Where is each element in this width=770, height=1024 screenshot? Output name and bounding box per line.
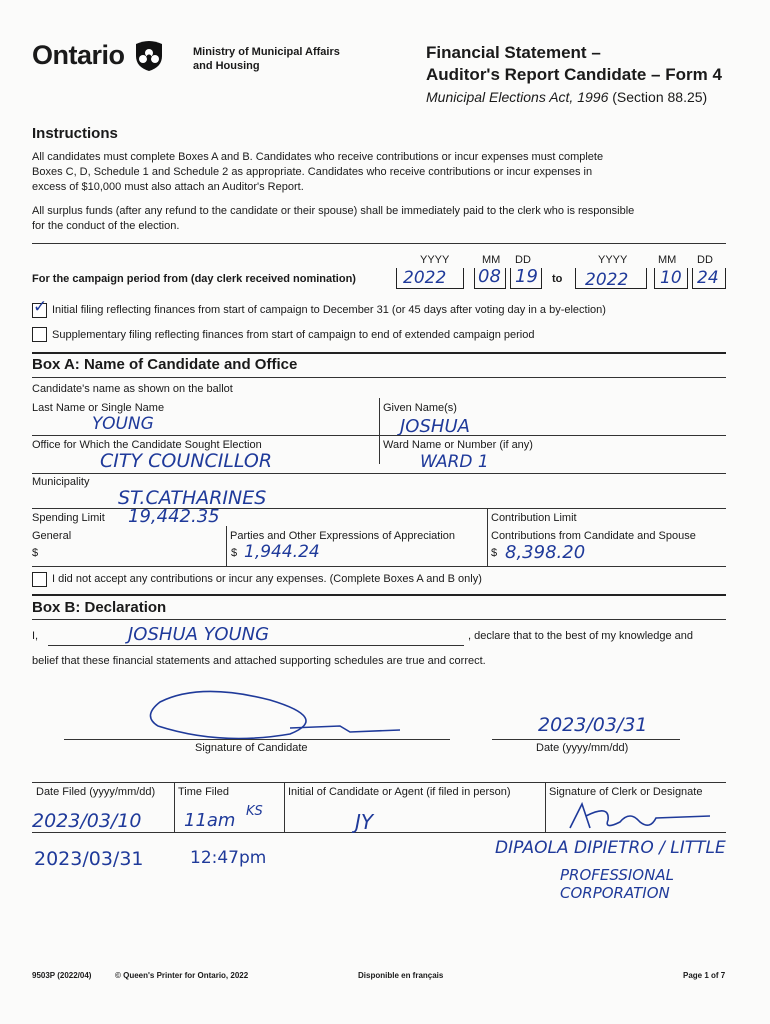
name-row-rule [32, 435, 726, 436]
signature-label: Signature of Candidate [195, 742, 308, 754]
declaration-date-value[interactable]: 2023/03/31 [538, 714, 648, 736]
page-number: Page 1 of 7 [683, 971, 726, 980]
ministry-name-line2: and Housing [193, 60, 260, 72]
filed-divider-3 [545, 782, 546, 832]
instructions-para1-line3: excess of $10,000 must also attach an Auditor's Report. [32, 181, 304, 193]
parties-value[interactable]: 1,944.24 [244, 542, 320, 562]
filed-divider-1 [174, 782, 175, 832]
spending-limit-label: Spending Limit [32, 512, 105, 524]
given-name-value[interactable]: JOSHUA [400, 416, 470, 437]
declaration-i: I, [32, 630, 39, 642]
agent-initial-value[interactable]: JY [355, 810, 374, 834]
declaration-text: , declare that to the best of my knowledge and [468, 630, 694, 642]
box-a-top-rule [32, 352, 726, 354]
instructions-para1-line2: Boxes C, D, Schedule 1 and Schedule 2 as appropriate. Candidates who receive contributions or incur expenses in [32, 166, 593, 178]
contribution-dollar: $ [491, 547, 498, 559]
act-name: Municipal Elections Act, 1996 [426, 89, 609, 105]
clerk-note-line1: DIPAOLA DIPIETRO / LITTLE [495, 838, 726, 858]
date-filed-label: Date Filed (yyyy/mm/dd) [36, 786, 156, 798]
general-divider [226, 526, 227, 566]
office-row-rule [32, 473, 726, 474]
office-value[interactable]: CITY COUNCILLOR [100, 450, 273, 472]
copyright: © Queen's Printer for Ontario, 2022 [115, 971, 249, 980]
box-a-heading: Box A: Name of Candidate and Office [32, 356, 298, 373]
supplementary-filing-label: Supplementary filing reflecting finances from start of campaign to end of extended campaign period [52, 329, 535, 341]
no-contributions-label: I did not accept any contributions or incur any expenses. (Complete Boxes A and B only) [52, 573, 482, 585]
end-year-value: 2022 [585, 270, 629, 290]
instructions-para2-line2: for the conduct of the election. [32, 220, 180, 232]
instructions-para1-line1: All candidates must complete Boxes A and B. Candidates who receive contributions or incur expenses must complete [32, 151, 604, 163]
start-month-header: MM [482, 254, 501, 266]
ballot-name-note: Candidate's name as shown on the ballot [32, 383, 233, 395]
form-title-line2: Auditor's Report Candidate – Form 4 [426, 65, 722, 84]
act-reference [426, 89, 707, 105]
spending-limit-value[interactable]: 19,442.35 [128, 506, 220, 527]
last-name-value[interactable]: YOUNG [92, 414, 154, 434]
start-year-header: YYYY [420, 254, 450, 266]
last-name-label: Last Name or Single Name [32, 402, 165, 414]
filed-divider-2 [284, 782, 285, 832]
municipality-value[interactable]: ST.CATHARINES [118, 487, 267, 509]
end-month-value: 10 [660, 268, 682, 288]
municipality-label: Municipality [32, 476, 90, 488]
start-month-value: 08 [478, 266, 501, 287]
start-day-header: DD [515, 254, 531, 266]
time-filed-label: Time Filed [178, 786, 229, 798]
given-name-label: Given Name(s) [383, 402, 457, 414]
box-b-heading-rule [32, 619, 726, 620]
spending-row-rule [32, 566, 726, 567]
contribution-divider [487, 508, 488, 566]
end-day-header: DD [697, 254, 713, 266]
no-contributions-checkbox[interactable] [32, 572, 47, 587]
supplementary-filing-checkbox[interactable] [32, 327, 47, 342]
signature-line [64, 739, 450, 740]
divider [32, 243, 726, 244]
office-label: Office for Which the Candidate Sought Election [32, 439, 262, 451]
general-label: General [32, 530, 72, 542]
form-title-line1: Financial Statement – [426, 43, 601, 62]
contribution-from-label: Contributions from Candidate and Spouse [491, 530, 696, 542]
date-filed-value-1[interactable]: 2023/03/10 [32, 810, 142, 832]
parties-dollar: $ [231, 547, 238, 559]
parties-label: Parties and Other Expressions of Appreciation [230, 530, 456, 542]
date-filed-value-2[interactable]: 2023/03/31 [34, 848, 144, 870]
general-dollar[interactable]: $ [32, 547, 39, 559]
declarant-name[interactable]: JOSHUA YOUNG [128, 624, 270, 645]
clerk-initials-ks: KS [246, 804, 263, 819]
box-b-heading: Box B: Declaration [32, 599, 167, 616]
period-to-label: to [552, 273, 563, 285]
contribution-value[interactable]: 8,398.20 [505, 542, 586, 563]
initial-agent-label: Initial of Candidate or Agent (if filed in person) [288, 786, 511, 798]
declarant-line [48, 645, 464, 646]
french-link[interactable]: Disponible en français [358, 971, 444, 980]
time-filed-value-2[interactable]: 12:47pm [190, 848, 267, 868]
contribution-limit-label: Contribution Limit [491, 512, 577, 524]
start-day-value: 19 [515, 266, 538, 287]
instructions-heading: Instructions [32, 125, 118, 142]
name-divider [379, 398, 380, 464]
end-month-header: MM [658, 254, 677, 266]
date-line [492, 739, 680, 740]
trillium-icon [134, 40, 164, 72]
end-year-header: YYYY [598, 254, 628, 266]
act-section: (Section 88.25) [612, 89, 708, 105]
campaign-period-label: For the campaign period from (day clerk received nomination) [32, 273, 356, 285]
time-filed-value-1[interactable]: 11am [184, 810, 236, 831]
ontario-logo-text: Ontario [32, 40, 125, 70]
clerk-signature-label: Signature of Clerk or Designate [549, 786, 703, 798]
belief-text: belief that these financial statements and attached supporting schedules are true and correct. [32, 655, 486, 667]
candidate-signature[interactable] [140, 688, 410, 744]
clerk-note-line2: PROFESSIONAL CORPORATION [560, 866, 674, 902]
form-number: 9503P (2022/04) [32, 971, 92, 980]
box-b-top-rule [32, 594, 726, 596]
end-day-value: 24 [697, 268, 719, 288]
filed-top-rule [32, 782, 726, 783]
ministry-name: Ministry of Municipal Affairs [193, 46, 340, 58]
box-a-heading-rule [32, 377, 726, 378]
instructions-para2-line1: All surplus funds (after any refund to the candidate or their spouse) shall be immediately paid to the clerk who is responsible [32, 205, 635, 217]
ward-label: Ward Name or Number (if any) [383, 439, 533, 451]
clerk-signature[interactable] [560, 800, 720, 834]
ward-value[interactable]: WARD 1 [420, 452, 489, 472]
initial-filing-label: Initial filing reflecting finances from start of campaign to December 31 (or 45 days after voting day in a by-election) [52, 304, 606, 316]
date-label: Date (yyyy/mm/dd) [536, 742, 629, 754]
start-year-value: 2022 [403, 268, 447, 288]
initial-filing-checkmark: ✓ [33, 297, 48, 317]
